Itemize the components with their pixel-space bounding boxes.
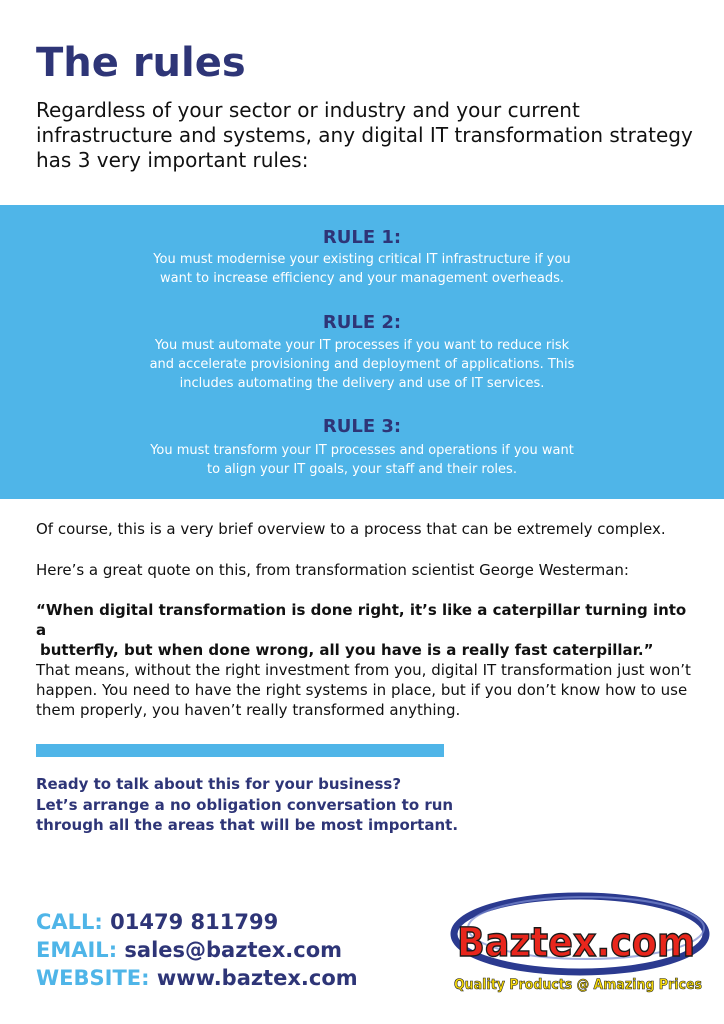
quote-intro-text: Here’s a great quote on this, from transformation scientist George Westerman: (36, 561, 629, 579)
rule-1-line: You must modernise your existing critical IT infrastructure if you (153, 252, 571, 267)
rule-2-text (132, 336, 592, 393)
divider-bar (36, 744, 444, 757)
website-label: WEBSITE: (36, 966, 150, 990)
call-to-action (36, 774, 496, 836)
rule-1-text (132, 250, 592, 288)
westerman-quote (36, 600, 696, 660)
rules-panel (0, 205, 724, 499)
phone-label: CALL: (36, 910, 103, 934)
website-link[interactable]: www.baztex.com (156, 966, 358, 990)
rule-2-line: includes automating the delivery and use of IT services. (179, 376, 545, 391)
intro-text: Regardless of your sector or industry and your current infrastructure and systems, any digital IT transformation strategy has 3 very important rules: (36, 98, 693, 172)
quote-line: “When digital transformation is done right, it’s like a caterpillar turning into a (36, 601, 687, 639)
cta-line: through all the areas that will be most important. (36, 816, 459, 834)
rule-3-line: You must transform your IT processes and operations if you want (150, 443, 574, 458)
baztex-logo (440, 888, 710, 998)
rule-1-title: RULE 1: (322, 227, 402, 248)
rule-2-title: RULE 2: (322, 312, 402, 333)
baztex-logo-graphic (440, 888, 710, 998)
email-link[interactable]: sales@baztex.com (124, 938, 343, 962)
contact-phone (36, 908, 416, 936)
page-title: The rules (36, 40, 246, 86)
rule-2-line: and accelerate provisioning and deployment of applications. This (149, 357, 575, 372)
cta-line: Let’s arrange a no obligation conversation to run (36, 795, 454, 814)
conclusion-text: That means, without the right investment from you, digital IT transformation just won’t happen. You need to have the right systems in place, but if you don’t know how to use them properly, you haven’t really transformed anything. (36, 661, 691, 719)
phone-number[interactable]: 01479 811799 (110, 910, 279, 934)
contact-website (36, 964, 416, 992)
rule-3-line: to align your IT goals, your staff and their roles. (207, 462, 517, 477)
rule-3-title: RULE 3: (322, 416, 402, 437)
rule-3-text (132, 441, 592, 479)
overview-text: Of course, this is a very brief overview to a process that can be extremely complex. (36, 520, 666, 538)
rule-2-line: You must automate your IT processes if you want to reduce risk (154, 338, 570, 353)
rule-1-line: want to increase efficiency and your management overheads. (159, 271, 564, 286)
cta-line: Ready to talk about this for your business? (36, 775, 402, 793)
email-label: EMAIL: (36, 938, 118, 962)
contact-email (36, 936, 416, 964)
logo-wordmark: Baztex.com (457, 920, 695, 966)
quote-line: butterfly, but when done wrong, all you have is a really fast caterpillar.” (40, 641, 654, 659)
logo-tagline: Quality Products @ Amazing Prices (454, 977, 702, 993)
